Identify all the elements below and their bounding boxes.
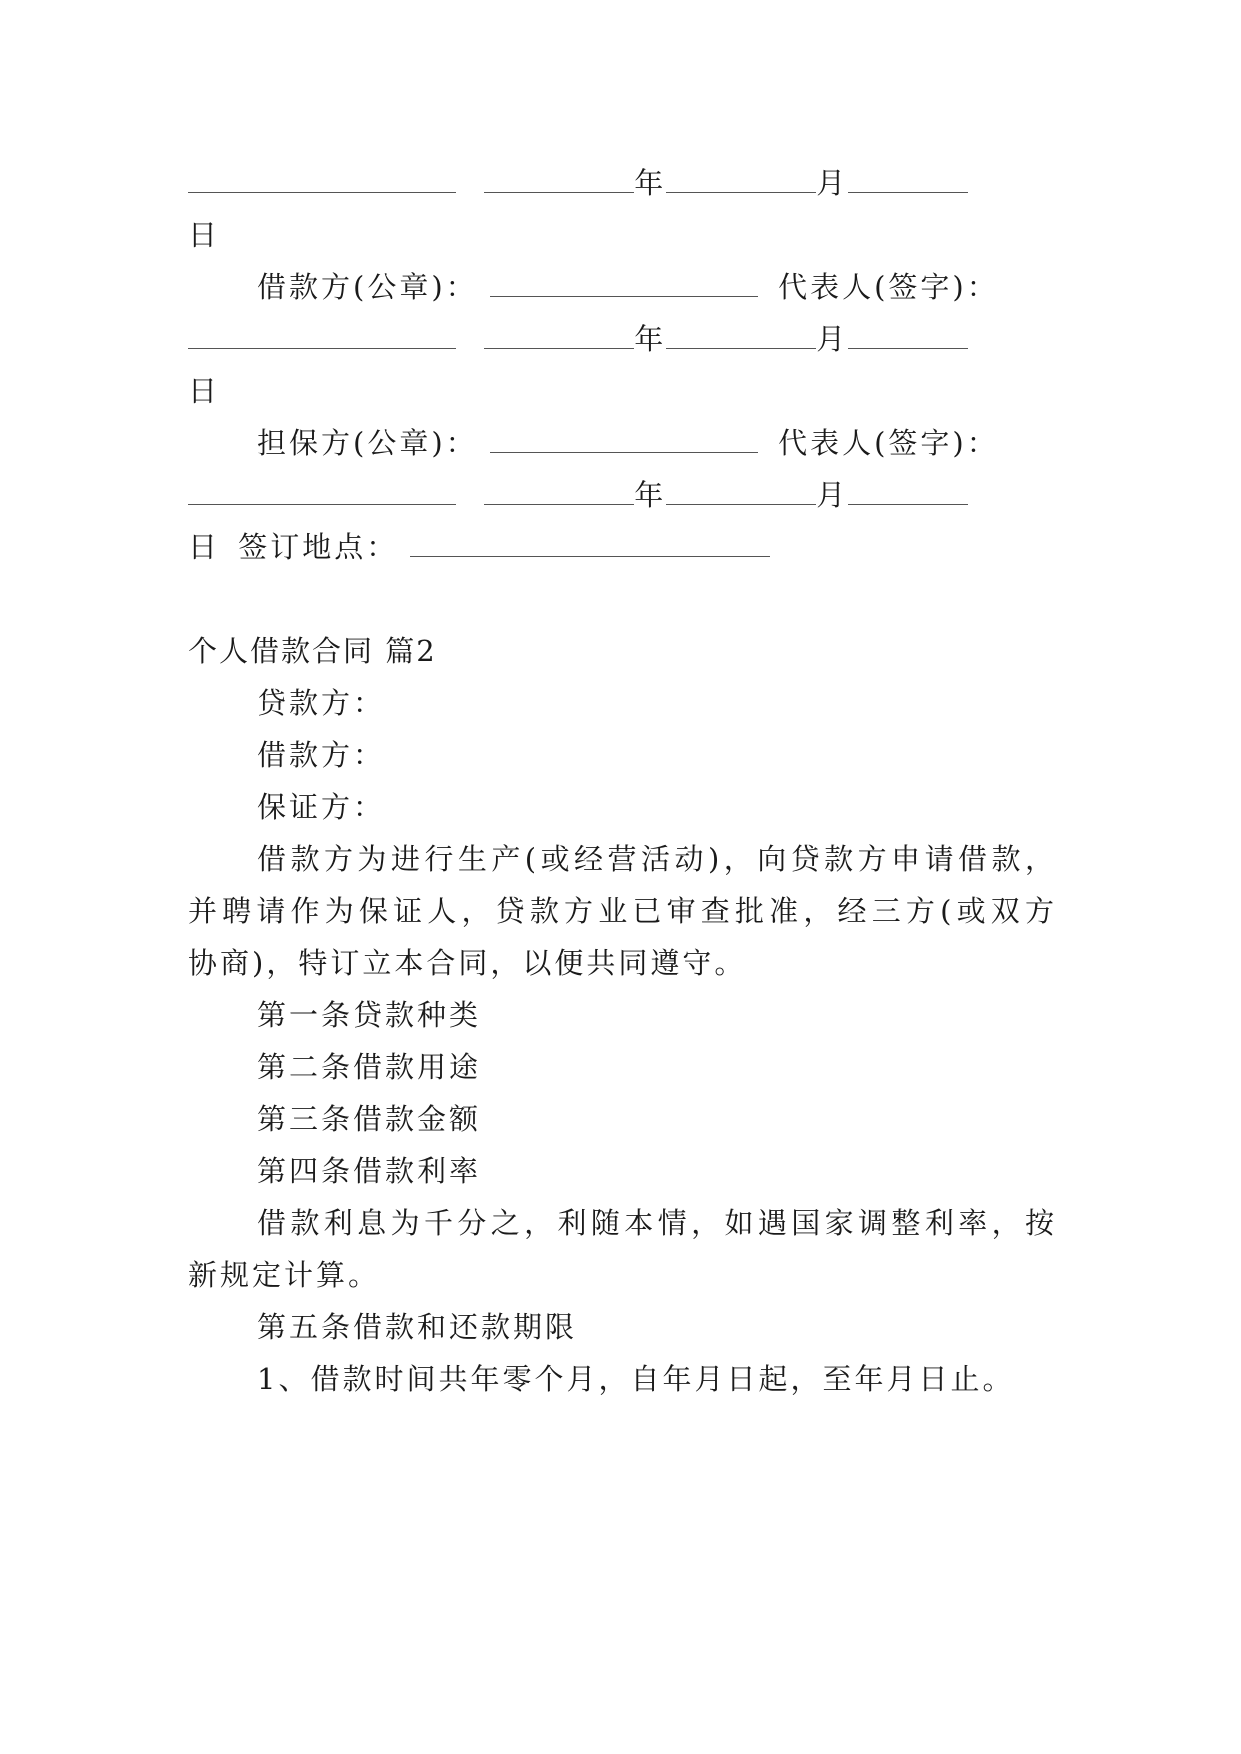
month-blank — [666, 503, 816, 505]
interest-line-1: 借款利息为千分之，利随本情，如遇国家调整利率，按 — [257, 1206, 1054, 1240]
date-line-1 — [188, 166, 968, 201]
day-blank — [848, 347, 968, 349]
day-label-2: 日 — [188, 374, 221, 408]
day-label-3: 日 — [188, 530, 221, 564]
article-2: 第二条借款用途 — [257, 1050, 482, 1084]
article-5: 第五条借款和还款期限 — [257, 1310, 578, 1344]
guarantor-seal-label: 担保方(公章)： — [257, 426, 478, 460]
year-label: 年 — [634, 166, 667, 200]
signature-blank — [188, 191, 456, 193]
year-blank — [484, 503, 634, 505]
year-label: 年 — [634, 322, 667, 356]
guarantor-seal-line — [257, 426, 999, 461]
month-blank — [666, 347, 816, 349]
intro-line-3: 协商)，特订立本合同，以便共同遵守。 — [188, 946, 747, 980]
guarantor-rep-label: 代表人(签字)： — [778, 426, 999, 460]
month-label: 月 — [816, 322, 849, 356]
date-line-3 — [188, 478, 968, 513]
borrower-seal-blank — [490, 295, 758, 297]
borrower-seal-label: 借款方(公章)： — [257, 270, 478, 304]
year-blank — [484, 191, 634, 193]
month-blank — [666, 191, 816, 193]
month-label: 月 — [816, 166, 849, 200]
interest-line-2: 新规定计算。 — [188, 1258, 381, 1292]
date-line-2 — [188, 322, 968, 357]
guarantor-seal-blank — [490, 451, 758, 453]
signature-blank — [188, 347, 456, 349]
day-label-1: 日 — [188, 218, 221, 252]
intro-line-2: 并聘请作为保证人，贷款方业已审查批准，经三方(或双方 — [188, 894, 1054, 928]
article-4: 第四条借款利率 — [257, 1154, 482, 1188]
lender-field: 贷款方： — [257, 686, 386, 720]
year-label: 年 — [634, 478, 667, 512]
contract-title: 个人借款合同 篇2 — [188, 634, 437, 668]
year-blank — [484, 347, 634, 349]
month-label: 月 — [816, 478, 849, 512]
day-place-line — [188, 530, 770, 565]
guarantor-field: 保证方： — [257, 790, 386, 824]
signing-place-blank — [410, 555, 770, 557]
borrower-seal-line — [257, 270, 999, 305]
borrower-field: 借款方： — [257, 738, 386, 772]
article-3: 第三条借款金额 — [257, 1102, 482, 1136]
signature-blank — [188, 503, 456, 505]
day-blank — [848, 191, 968, 193]
term-clause: 1、借款时间共年零个月，自年月日起，至年月日止。 — [257, 1362, 1015, 1396]
intro-line-1: 借款方为进行生产(或经营活动)，向贷款方申请借款， — [257, 842, 1054, 876]
day-blank — [848, 503, 968, 505]
article-1: 第一条贷款种类 — [257, 998, 482, 1032]
borrower-rep-label: 代表人(签字)： — [778, 270, 999, 304]
signing-place-label: 签订地点： — [238, 530, 399, 564]
